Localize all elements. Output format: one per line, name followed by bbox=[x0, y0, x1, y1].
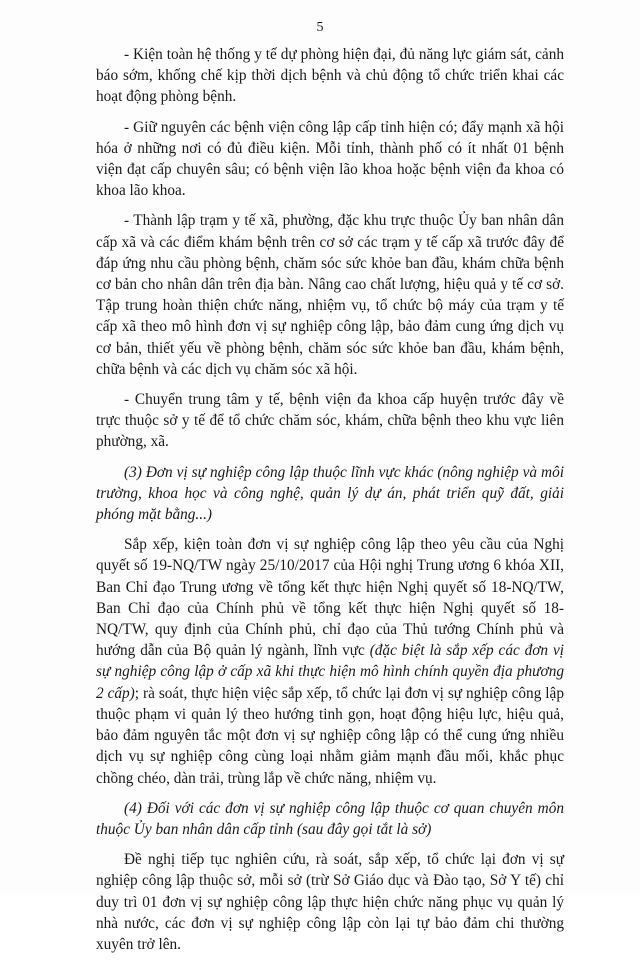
paragraph-text-before: Sắp xếp, kiện toàn đơn vị sự nghiệp công lập theo yêu cầu của Nghị quyết số 19-NQ/TW ngày 25/10/2017 của Hội nghị Trung ương 6 khóa XII, Ban Chỉ đạo Trung ương về tổng kết thực hiện Nghị quyết số 18-NQ/TW, Ban Chỉ đạo của Chính phủ về tổng kết thực hiện Nghị quyết số 18-NQ/TW, quy định của Chính phủ, chỉ đạo của Thủ tướng Chính phủ và hướng dẫn của Bộ quản lý ngành, lĩnh vực bbox=[96, 536, 564, 660]
paragraph-commune-health-stations: - Thành lập trạm y tế xã, phường, đặc khu trực thuộc Ủy ban nhân dân cấp xã và các điểm khám bệnh trên cơ sở các trạm y tế cấp xã trước đây để đáp ứng nhu cầu phòng bệnh, chăm sóc sức khỏe ban đầu, khám chữa bệnh cơ bản cho nhân dân trên địa bàn. Nâng cao chất lượng, hiệu quả y tế cơ sở. Tập trung hoàn thiện chức năng, nhiệm vụ, tổ chức bộ máy của trạm y tế cấp xã theo mô hình đơn vị sự nghiệp công lập, bảo đảm cung ứng dịch vụ cơ bản, thiết yếu về phòng bệnh, chăm sóc sức khỏe ban đầu, khám bệnh, chữa bệnh và các dịch vụ chăm sóc xã hội. bbox=[96, 212, 564, 378]
paragraph-text-after: ; rà soát, thực hiện việc sắp xếp, tổ chức lại đơn vị sự nghiệp công lập thuộc phạm vi quản lý theo hướng tinh gọn, hoạt động hiệu lực, hiệu quả, bảo đảm nguyên tắc một đơn vị sự nghiệp công lập có thể cung ứng nhiều dịch vụ sự nghiệp công cùng loại nhằm giảm mạnh đầu mối, khắc phục chồng chéo, dàn trải, trùng lắp về chức năng, nhiệm vụ. bbox=[96, 684, 564, 787]
paragraph-provincial-hospitals: - Giữ nguyên các bệnh viện công lập cấp tỉnh hiện có; đẩy mạnh xã hội hóa ở những nơi có đủ điều kiện. Mỗi tỉnh, thành phố có ít nhất 01 bệnh viện đạt cấp chuyên sâu; có bệnh viện lão khoa hoặc bệnh viện đa khoa có khoa lão khoa. bbox=[96, 118, 564, 200]
paragraph-district-health-centers: - Chuyển trung tâm y tế, bệnh viện đa khoa cấp huyện trước đây về trực thuộc sở y tế để tổ chức chăm sóc, khám, chữa bệnh theo khu vực liên phường, xã. bbox=[96, 391, 564, 451]
paragraph-preventive-health: - Kiện toàn hệ thống y tế dự phòng hiện đại, đủ năng lực giám sát, cảnh báo sớm, khống chế kịp thời dịch bệnh và chủ động tổ chức triển khai các hoạt động phòng bệnh. bbox=[96, 46, 564, 106]
document-body bbox=[96, 44, 564, 964]
heading-other-public-units: (3) Đơn vị sự nghiệp công lập thuộc lĩnh vực khác (nông nghiệp và môi trường, khoa học và công nghệ, quản lý dự án, phát triển quỹ đất, giải phóng mặt bằng...) bbox=[96, 463, 564, 524]
paragraph-department-proposal: Đề nghị tiếp tục nghiên cứu, rà soát, sắp xếp, tổ chức lại đơn vị sự nghiệp công lập thuộc sở, mỗi sở (trừ Sở Giáo dục và Đào tạo, Sở Y tế) chỉ duy trì 01 đơn vị sự nghiệp công lập thực hiện chức năng phục vụ quản lý nhà nước, các đơn vị sự nghiệp công lập còn lại tự bảo đảm chi thường xuyên trở lên. bbox=[96, 851, 564, 953]
heading-department-public-units: (4) Đối với các đơn vị sự nghiệp công lập thuộc cơ quan chuyên môn thuộc Ủy ban nhân dân cấp tỉnh (sau đây gọi tắt là sở) bbox=[96, 799, 564, 838]
paragraph-text-italic: (đặc biệt là sắp xếp các đơn vị sự nghiệp công lập ở cấp xã khi thực hiện mô hình chính quyền địa phương 2 cấp) bbox=[96, 642, 564, 702]
page-number: 5 bbox=[316, 20, 324, 35]
paragraph-reorganize-public-units bbox=[96, 534, 564, 788]
